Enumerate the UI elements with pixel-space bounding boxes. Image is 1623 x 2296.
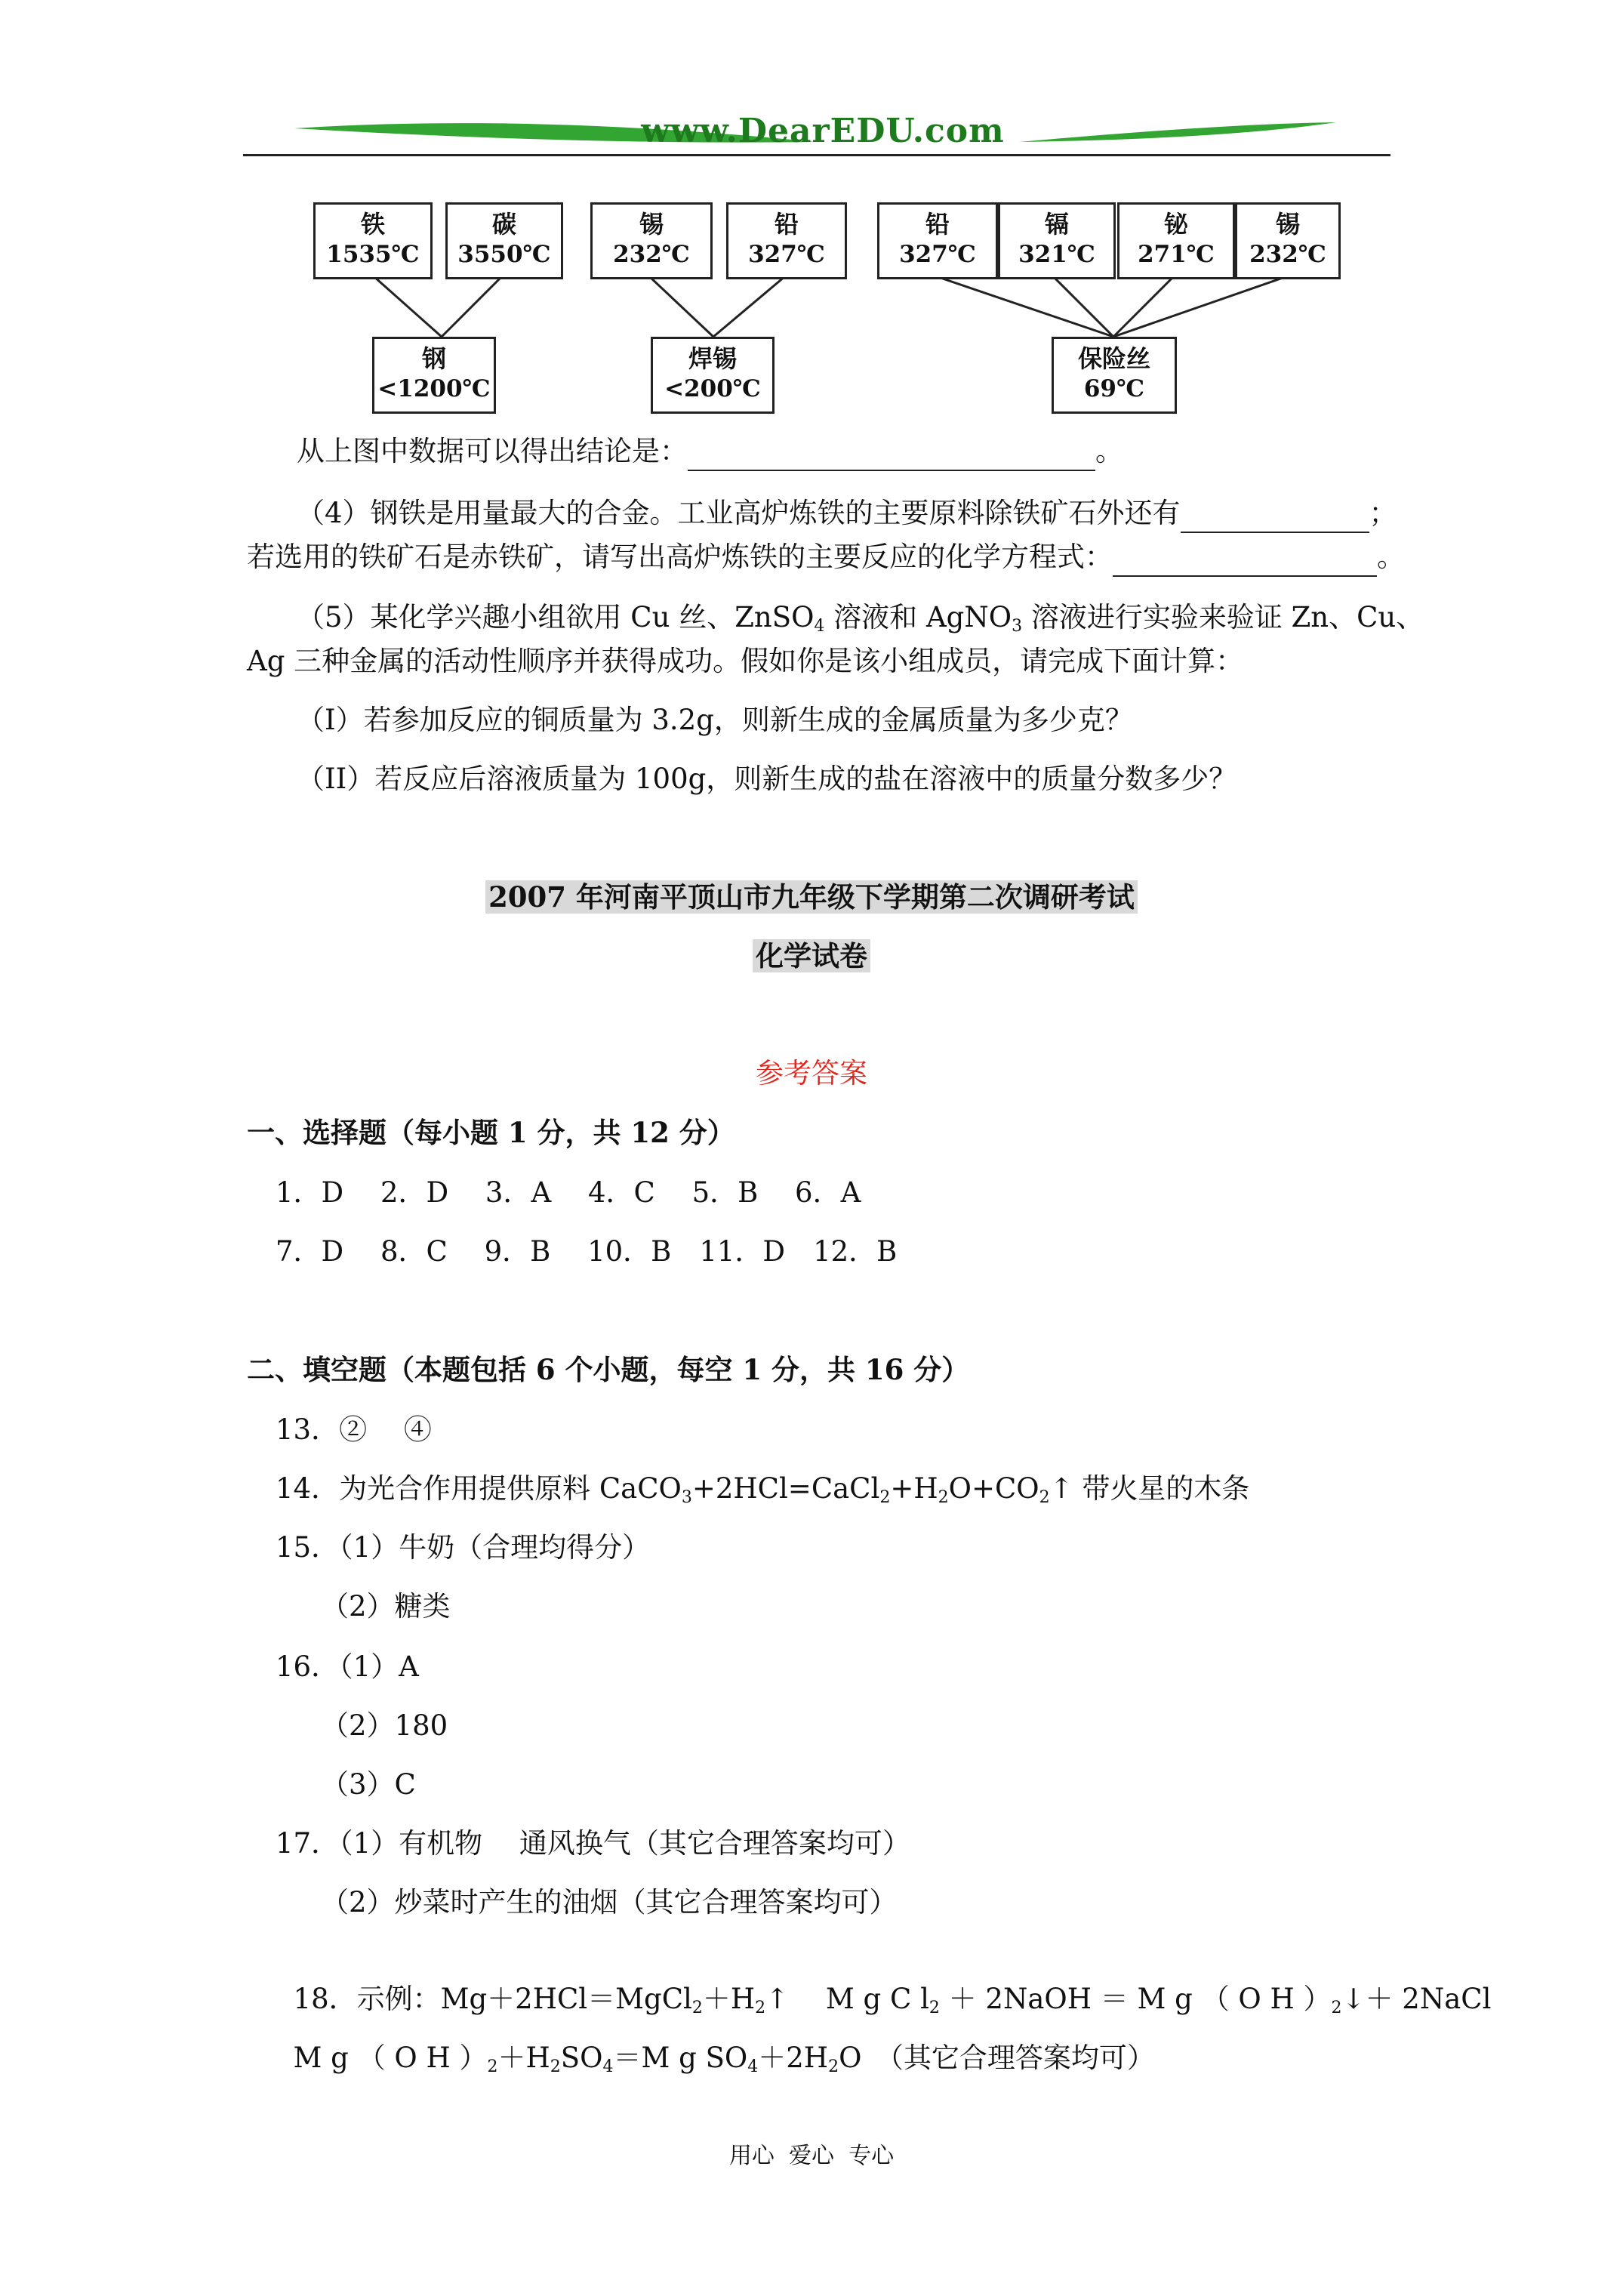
answer-blank[interactable]: [688, 433, 1095, 471]
question-4-line1: （4）钢铁是用量最大的合金。工业高炉炼铁的主要原料除铁矿石外还有 ；: [297, 495, 1397, 533]
metal-box-lead: 铅 327℃: [726, 202, 847, 279]
section-1-answers-row1: 1．D 2．D 3．A 4．C 5．B 6．A: [276, 1176, 861, 1209]
answer-16-part1: 16．（1）A: [276, 1650, 419, 1683]
answer-blank[interactable]: [1113, 539, 1377, 577]
answer-key-title: 参考答案: [756, 1057, 867, 1089]
question-4-line2: 若选用的铁矿石是赤铁矿，请写出高炉炼铁的主要反应的化学方程式： 。: [247, 539, 1405, 577]
section-1-answers-row2: 7．D 8．C 9．B 10．B 11．D 12．B: [276, 1235, 898, 1268]
alloy-box-steel: 钢 <1200℃: [372, 337, 496, 414]
alloy-melting-diagram: [0, 0, 1623, 423]
answer-17-part1: 17．（1）有机物 通风换气（其它合理答案均可）: [276, 1827, 910, 1860]
answer-blank[interactable]: [1181, 495, 1369, 533]
metal-box-lead-2: 铅 327℃: [877, 202, 998, 279]
section-2-heading: 二、填空题（本题包括 6 个小题，每空 1 分，共 16 分）: [247, 1353, 970, 1386]
answer-13: 13．② ④: [276, 1413, 432, 1446]
answer-17-part2: （2）炒菜时产生的油烟（其它合理答案均可）: [321, 1886, 898, 1918]
conclusion-question: 从上图中数据可以得出结论是： 。: [297, 433, 1123, 471]
answer-14: 14．为光合作用提供原料 $CaCO_3+2HCl=CaCl_2+H_2O+CO_2↑$ 带火星的木条: [276, 1472, 1250, 1507]
answer-18-line2: M g （ O H ）$_2+H_2SO_4=M$ g $SO_4+2H_2O$ （其它合理答案均可）: [293, 2042, 1155, 2076]
question-5-part-i: （I）若参加反应的铜质量为 3.2g，则新生成的金属质量为多少克？: [297, 704, 1133, 736]
metal-box-carbon: 碳 3550℃: [445, 202, 563, 279]
metal-box-tin: 锡 232℃: [590, 202, 713, 279]
answer-16-part3: （3）C: [321, 1768, 416, 1801]
exam-subtitle: 化学试卷: [0, 938, 1623, 974]
answer-16-part2: （2）180: [321, 1709, 448, 1742]
metal-box-bismuth: 铋 271℃: [1117, 202, 1235, 279]
question-5-line1: （5）某化学兴趣小组欲用 Cu 丝、ZnSO$_4$ 溶液和 AgNO$_3$ 溶液进行实验来验证 Zn、Cu、: [297, 601, 1424, 636]
answer-18-line1: 18．示例：$Mg+2HCl=MgCl_2+H_2↑$ M g C $l_2$ ＋ 2NaOH ＝ M g （ O H ）$_2↓+$ 2NaCl: [293, 1983, 1492, 2017]
page-footer: 用心 爱心 专心: [728, 2143, 895, 2169]
exam-title: 2007 年河南平顶山市九年级下学期第二次调研考试: [0, 879, 1623, 915]
metal-box-cadmium: 镉 321℃: [998, 202, 1116, 279]
answer-15-part2: （2）糖类: [321, 1590, 451, 1623]
answer-15-part1: 15．（1）牛奶（合理均得分）: [276, 1531, 651, 1564]
metal-box-iron: 铁 1535℃: [313, 202, 433, 279]
question-5-line2: Ag 三种金属的活动性顺序并获得成功。假如你是该小组成员，请完成下面计算：: [247, 645, 1244, 677]
question-5-part-ii: （II）若反应后溶液质量为 100g，则新生成的盐在溶液中的质量分数多少？: [297, 763, 1237, 795]
alloy-box-solder: 焊锡 <200℃: [651, 337, 775, 414]
alloy-box-fuse: 保险丝 69℃: [1052, 337, 1177, 414]
metal-box-tin-2: 锡 232℃: [1235, 202, 1341, 279]
section-1-heading: 一、选择题（每小题 1 分，共 12 分）: [247, 1116, 735, 1149]
logo-text: www.DearEDU.com: [641, 112, 1005, 150]
